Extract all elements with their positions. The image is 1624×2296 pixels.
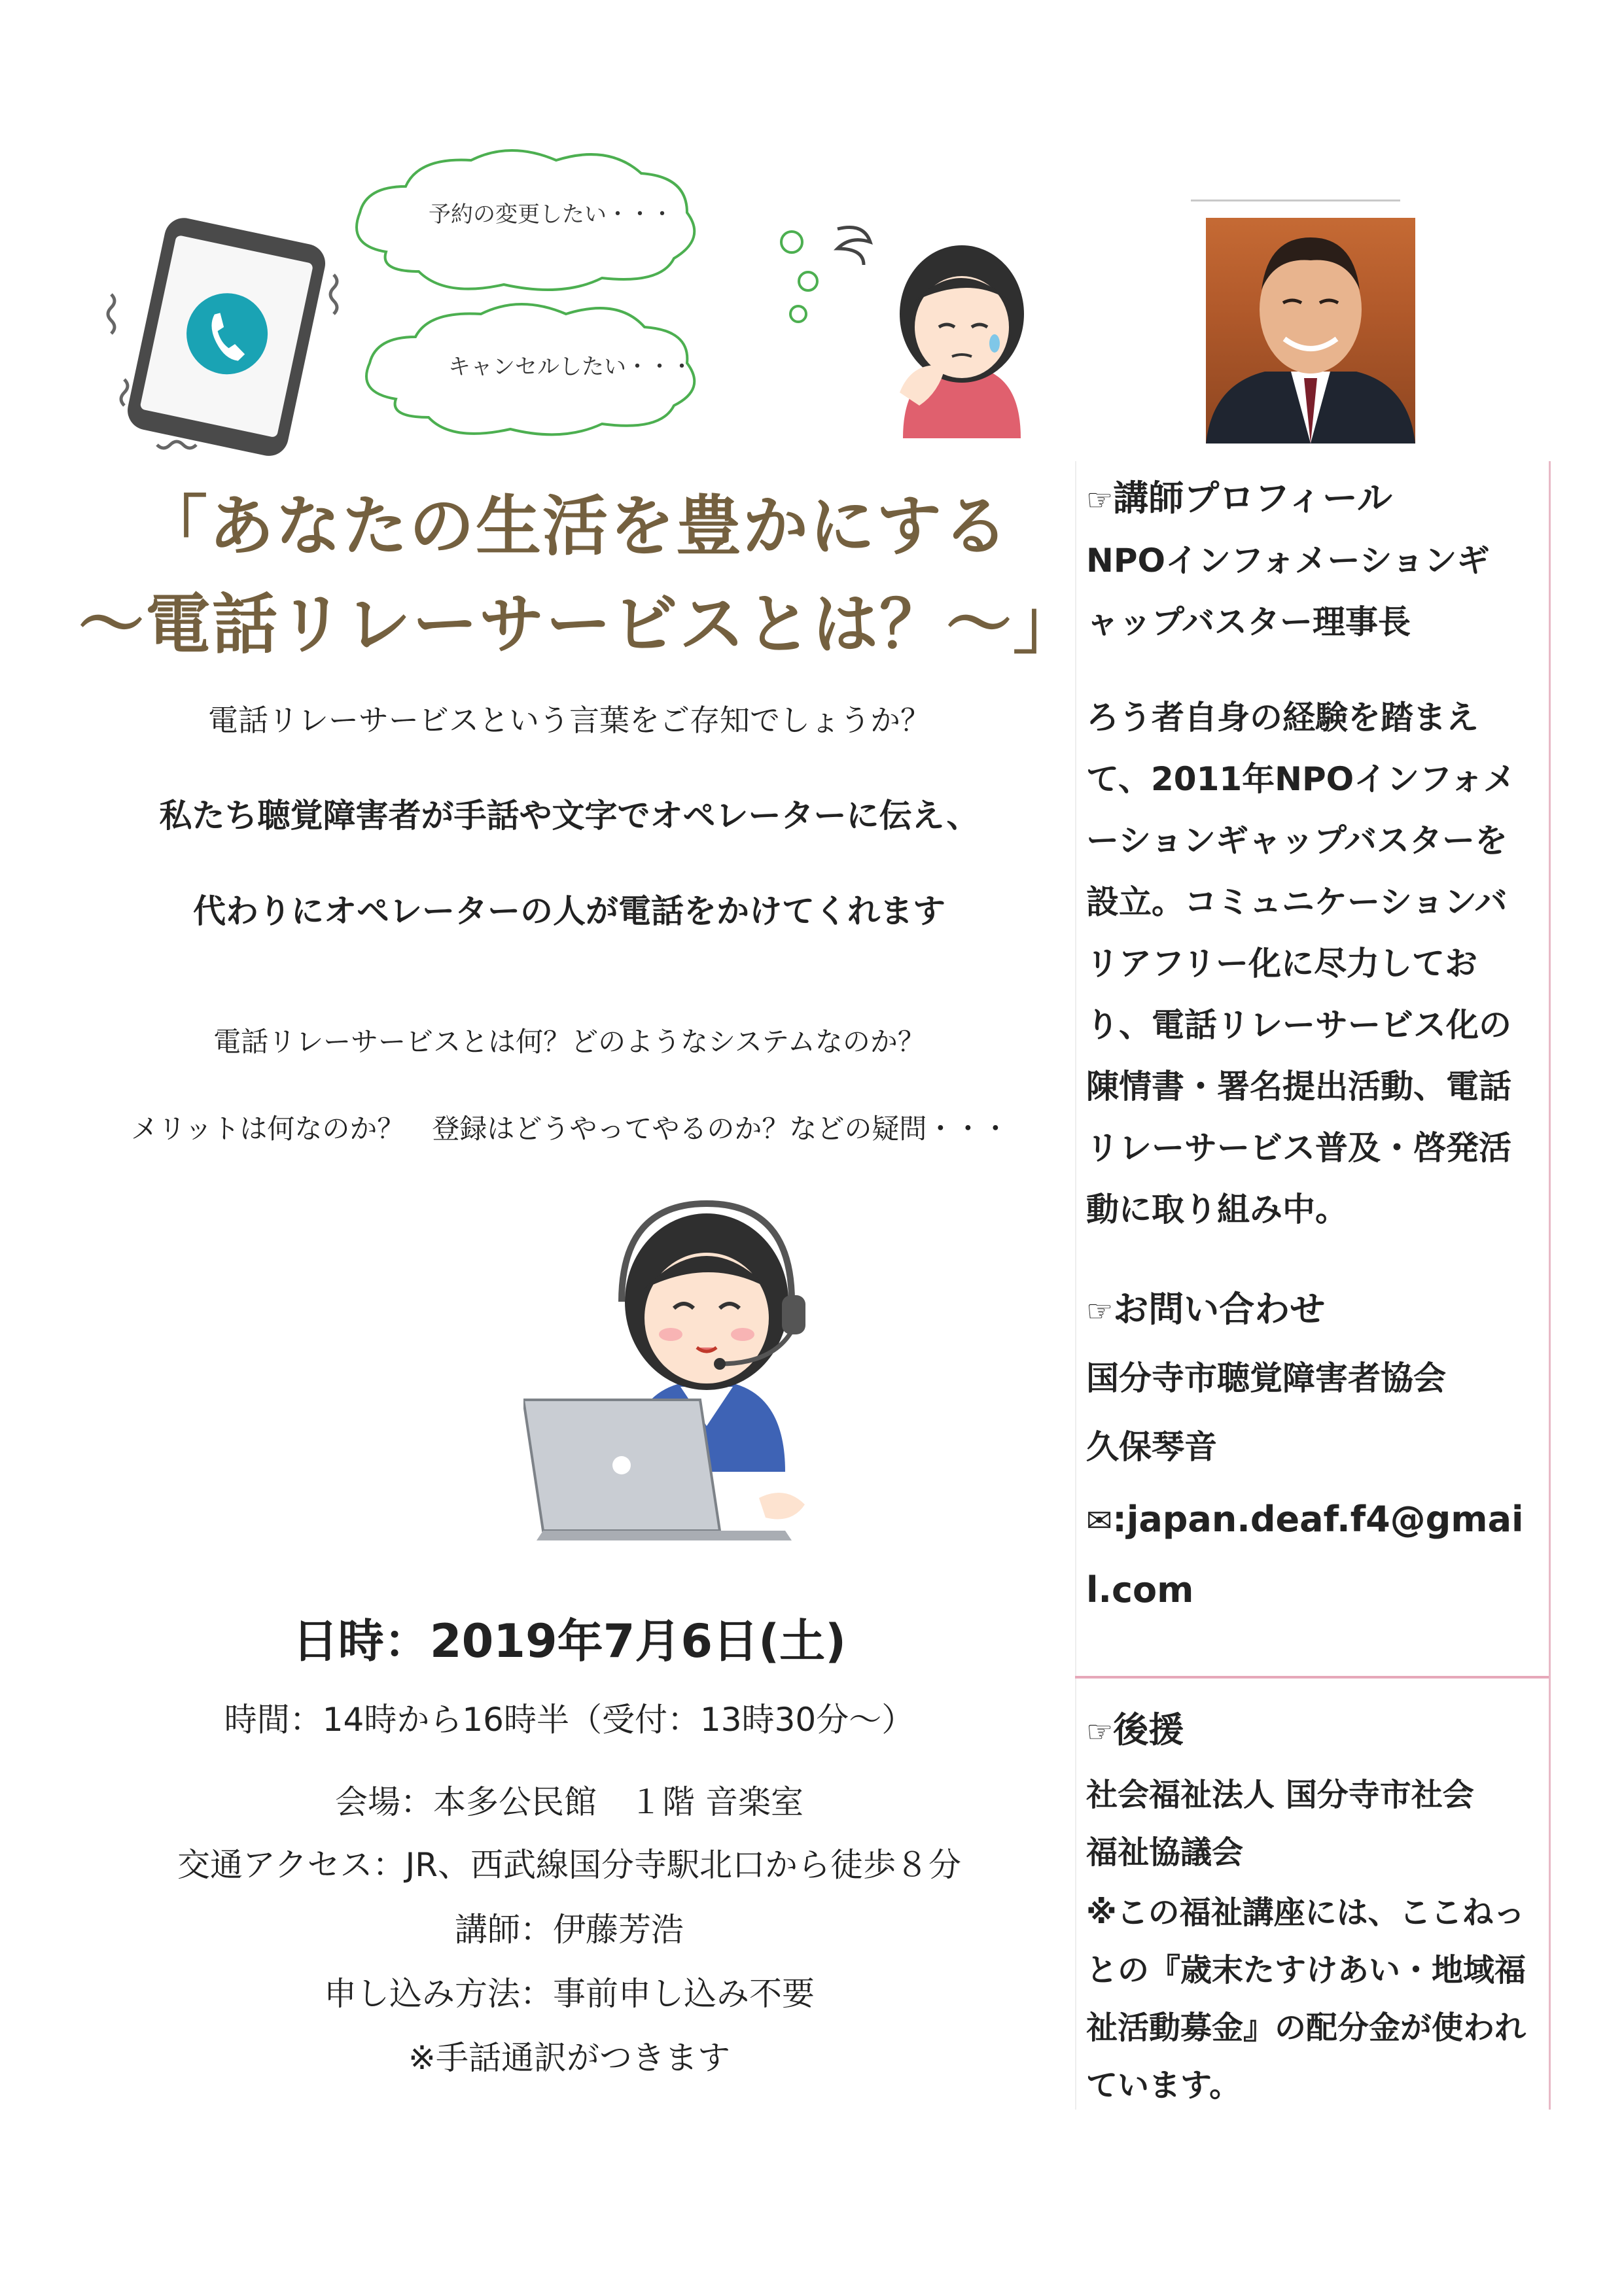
event-time: 時間：14時から16時半（受付：13時30分～）	[224, 1701, 915, 1739]
pointing-hand-icon: ☞	[1086, 1293, 1114, 1329]
email-address[interactable]: :japan.deaf.f4@gmail.com	[1086, 1499, 1524, 1610]
event-apply: 申し込み方法：事前申し込み不要	[324, 1975, 815, 2013]
intro-what-is: 電話リレーサービスとは何？どのようなシステムなのか？	[213, 1026, 925, 1058]
support-heading: ☞後援	[1086, 1709, 1184, 1750]
intro-question: 電話リレーサービスという言葉をご存知でしょうか？	[208, 703, 930, 738]
event-note: ※手話通訳がつきます	[408, 2039, 730, 2077]
envelope-icon: ✉	[1086, 1503, 1113, 1539]
event-venue: 会場：本多公民館 １階 音楽室	[335, 1783, 803, 1821]
contact-heading: ☞お問い合わせ	[1086, 1289, 1326, 1330]
event-date: 日時：2019年7月6日(土)	[292, 1614, 847, 1668]
title-line-2: ～電話リレーサービスとは？～」	[79, 586, 1080, 663]
operator-illustration	[523, 1191, 864, 1544]
photo-top-rule	[1191, 200, 1400, 201]
worried-woman-illustration	[864, 222, 1060, 438]
contact-person: 久保琴音	[1086, 1428, 1217, 1466]
contact-email	[1086, 1485, 1531, 1625]
event-access: 交通アクセス：JR、西武線国分寺駅北口から徒歩８分	[177, 1846, 961, 1884]
profile-heading: ☞講師プロフィール	[1086, 478, 1392, 519]
sidebar-divider	[1075, 1676, 1549, 1679]
pointing-hand-icon: ☞	[1086, 1714, 1114, 1749]
profile-role: NPOインフォメーションギャップバスター理事長	[1086, 542, 1490, 641]
profile-bio: ろう者自身の経験を踏まえて、2011年NPOインフォメーションギャップバスターを設立。コミュニケーションバリアフリー化に尽力しており、電話リレーサービス化の陳情書・署名提出活動、電話リレーサービス普及・啓発活動に取り組み中。	[1086, 699, 1516, 1228]
intro-explanation-1: 私たち聴覚障害者が手話や文字でオペレーターに伝え、	[159, 797, 980, 835]
thought-text-top: 予約の変更したい・・・	[429, 201, 673, 228]
support-org: 社会福祉法人 国分寺市社会福祉協議会	[1086, 1777, 1474, 1871]
contact-org: 国分寺市聴覚障害者協会	[1086, 1359, 1446, 1397]
pointing-hand-icon: ☞	[1086, 482, 1114, 517]
intro-questions: メリットは何なのか？ 登録はどうやってやるのか？などの疑問・・・	[131, 1113, 1010, 1145]
event-lecturer: 講師：伊藤芳浩	[455, 1911, 684, 1949]
intro-explanation-2: 代わりにオペレーターの人が電話をかけてくれます	[193, 892, 945, 930]
support-note: ※この福祉講座には、ここねっとの『歳末たすけあい・地域福祉活動募金』の配分金が使われています。	[1086, 1894, 1527, 2104]
thought-text-bottom: キャンセルしたい・・・	[448, 354, 693, 380]
title-line-1: 「あなたの生活を豊かにする	[142, 488, 1010, 565]
lecturer-photo	[1206, 218, 1415, 444]
vibrating-phone-illustration	[98, 216, 353, 464]
